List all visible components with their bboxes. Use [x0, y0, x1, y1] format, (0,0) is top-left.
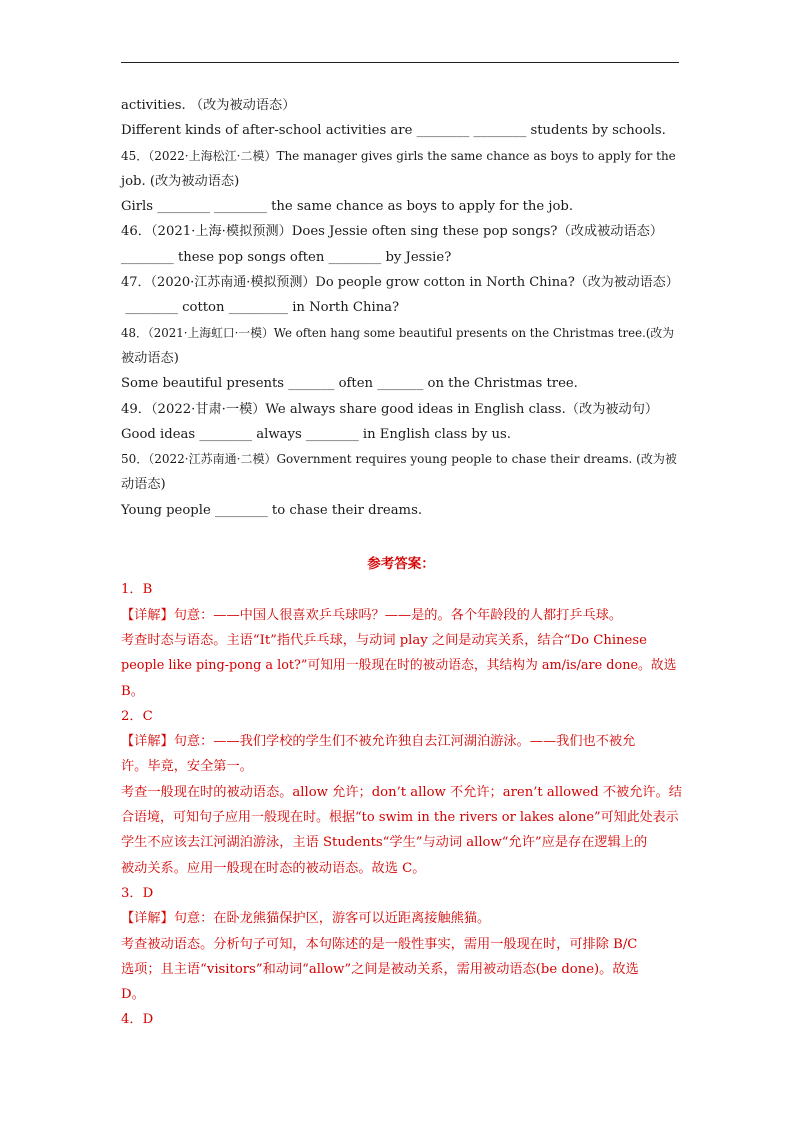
answer-line: 被动关系。应用一般现在时态的被动语态。故选 C。: [121, 860, 426, 876]
answer-line: B。: [121, 683, 144, 699]
answer-line: 考查一般现在时的被动语态。allow 允许；don’t allow 不允许；aren’t allowed 不被允许。结: [121, 784, 682, 800]
question-line: Young people ________ to chase their dreams.: [121, 502, 423, 518]
answer-line: 4．D: [121, 1012, 154, 1028]
question-line: job. (改为被动语态): [121, 173, 240, 189]
question-line: 动语态): [121, 477, 166, 493]
answer-line: 合语境，可知句子应用一般现在时。根据“to swim in the rivers or lakes alone”可知此处表示: [121, 810, 679, 826]
answer-line: 许。毕竟，安全第一。: [121, 759, 253, 775]
answers-heading: 参考答案：: [367, 556, 435, 573]
question-line: Good ideas ________ always ________ in English class by us.: [121, 426, 511, 442]
answer-line: 3．D: [121, 885, 154, 901]
page-content: [121, 93, 681, 1033]
answers-section: [121, 577, 681, 1032]
answer-line: 考查时态与语态。主语“It”指代乒乓球，与动词 play 之间是动宾关系，结合“Do Chinese: [121, 632, 647, 648]
questions-section: [121, 93, 681, 523]
answer-line: 【详解】句意：——我们学校的学生们不被允许独自去江河湖泊游泳。——我们也不被允: [121, 734, 636, 750]
question-line: 47．（2020·江苏南通·模拟预测）Do people grow cotton in North China?（改为被动语态）: [121, 275, 679, 291]
answer-line: D。: [121, 987, 145, 1003]
answer-line: people like ping-pong a lot?”可知用一般现在时的被动语态，其结构为 am/is/are done。故选: [121, 658, 677, 674]
question-line: 被动语态): [121, 350, 179, 366]
question-line: ________ these pop songs often ________ by Jessie?: [121, 249, 452, 265]
answer-line: 【详解】句意：——中国人很喜欢乒乓球吗？——是的。各个年龄段的人都打乒乓球。: [121, 607, 623, 623]
question-line: 48．（2021·上海虹口·一模）We often hang some beautiful presents on the Christmas tree.(改为: [121, 325, 675, 340]
answer-line: 【详解】句意：在卧龙熊猫保护区，游客可以近距离接触熊猫。: [121, 911, 491, 927]
question-line: Different kinds of after-school activities are ________ ________ students by schools.: [121, 123, 666, 139]
question-line: 45．（2022·上海松江·二模）The manager gives girls the same chance as boys to apply for the: [121, 148, 676, 163]
question-line: 49．（2022·甘肃·一模）We always share good ideas in English class.（改为被动句）: [121, 401, 659, 417]
answer-line: 2．C: [121, 708, 153, 724]
answer-line: 学生不应该去江河湖泊游泳，主语 Students“学生”与动词 allow“允许”应是存在逻辑上的: [121, 835, 648, 851]
question-line: activities. （改为被动语态）: [121, 98, 296, 113]
answer-line: 1．B: [121, 582, 153, 598]
answer-line: 选项；且主语“visitors”和动词“allow”之间是被动关系，需用被动语态(be done)。故选: [121, 961, 639, 977]
answer-line: 考查被动语态。分析句子可知，本句陈述的是一般性事实，需用一般现在时，可排除 B/C: [121, 936, 638, 952]
question-line: Some beautiful presents _______ often _______ on the Christmas tree.: [121, 376, 578, 392]
question-line: 46．（2021·上海·模拟预测）Does Jessie often sing these pop songs?（改成被动语态）: [121, 224, 664, 240]
question-line: 50．（2022·江苏南通·二模）Government requires young people to chase their dreams. (改为被: [121, 452, 677, 467]
header-rule: [121, 62, 679, 63]
question-line: Girls ________ ________ the same chance as boys to apply for the job.: [121, 199, 574, 215]
question-line: ________ cotton _________ in North China?: [121, 300, 400, 316]
